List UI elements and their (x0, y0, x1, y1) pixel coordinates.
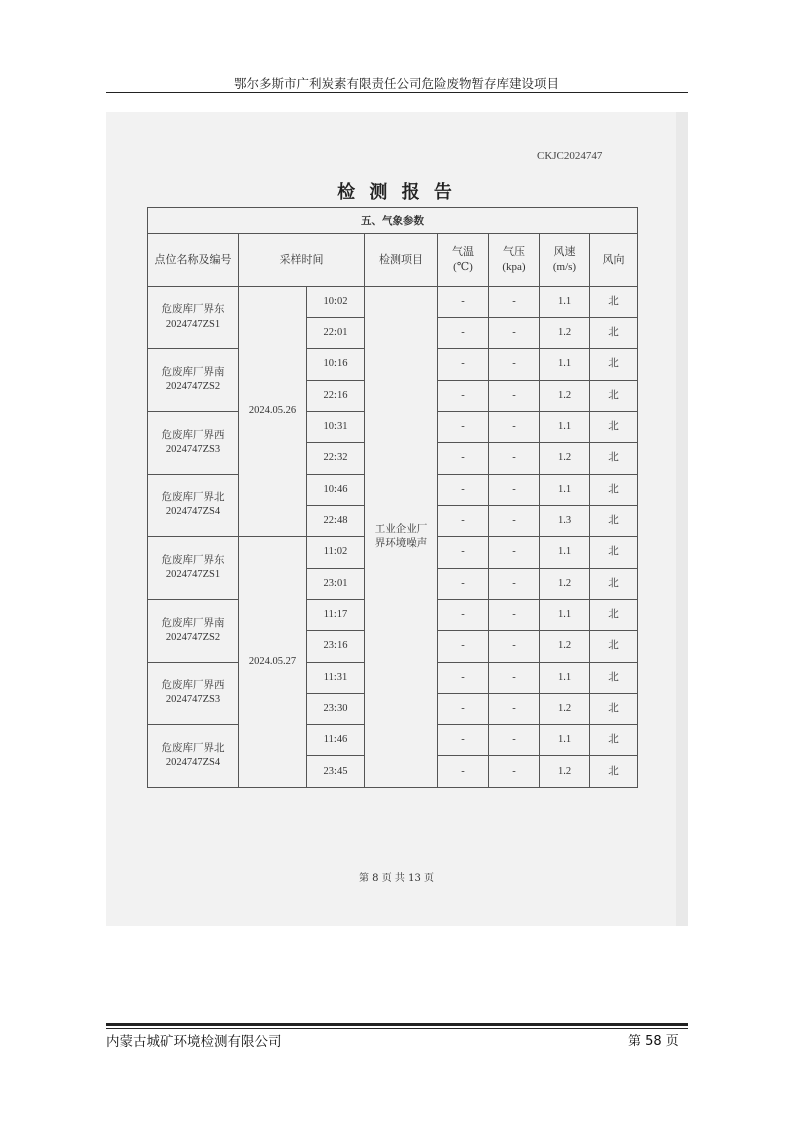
header-pressure (489, 234, 540, 287)
sampling-time: 22:16 (307, 380, 365, 411)
location-cell (148, 599, 239, 662)
wind-speed-value: 1.2 (540, 756, 590, 788)
location-name: 危废库厂界东 (161, 304, 225, 316)
header-wind-speed (540, 234, 590, 287)
sampling-time: 23:30 (307, 693, 365, 724)
wind-speed-value: 1.1 (540, 349, 590, 380)
temperature-value: - (438, 568, 489, 599)
header-temperature (438, 234, 489, 287)
temperature-value: - (438, 318, 489, 349)
footer-page-number: 第 58 页 (628, 1034, 679, 1049)
wind-direction-value: 北 (590, 412, 638, 443)
location-code: 2024747ZS1 (165, 569, 221, 581)
location-name: 危废库厂界北 (161, 492, 225, 504)
wind-direction-value: 北 (590, 286, 638, 317)
location-code: 2024747ZS2 (165, 631, 221, 643)
sampling-time: 11:31 (307, 662, 365, 693)
location-name: 危废库厂界西 (161, 429, 225, 441)
header-temperature-label: 气温 (452, 246, 474, 259)
footer-rule (106, 1023, 688, 1026)
location-code: 2024747ZS4 (165, 506, 221, 518)
wind-direction-value: 北 (590, 537, 638, 568)
sampling-time: 11:02 (307, 537, 365, 568)
pressure-value: - (489, 505, 540, 536)
location-cell (148, 537, 239, 600)
header-test-item: 检测项目 (365, 234, 438, 287)
location-name: 危废库厂界西 (161, 680, 225, 692)
sampling-time: 10:16 (307, 349, 365, 380)
temperature-value: - (438, 756, 489, 788)
sampling-date: 2024.05.27 (239, 537, 307, 788)
sampling-time: 11:17 (307, 599, 365, 630)
sampling-time: 23:16 (307, 631, 365, 662)
sampling-time: 22:01 (307, 318, 365, 349)
location-name: 危废库厂界南 (161, 617, 225, 629)
wind-speed-value: 1.2 (540, 631, 590, 662)
wind-direction-value: 北 (590, 662, 638, 693)
header-wind-direction: 风向 (590, 234, 638, 287)
temperature-value: - (438, 443, 489, 474)
pressure-value: - (489, 568, 540, 599)
location-cell (148, 412, 239, 475)
sampling-time: 23:01 (307, 568, 365, 599)
wind-speed-value: 1.2 (540, 380, 590, 411)
temperature-value: - (438, 286, 489, 317)
sampling-time: 22:48 (307, 505, 365, 536)
temperature-value: - (438, 599, 489, 630)
wind-direction-value: 北 (590, 505, 638, 536)
wind-direction-value: 北 (590, 756, 638, 788)
table-row (148, 286, 638, 317)
page-header-title: 鄂尔多斯市广利炭素有限责任公司危险废物暂存库建设项目 (233, 76, 559, 91)
temperature-value: - (438, 474, 489, 505)
header-wind-speed-label: 风速 (553, 246, 576, 259)
pressure-value: - (489, 756, 540, 788)
wind-direction-value: 北 (590, 599, 638, 630)
location-code: 2024747ZS1 (165, 318, 221, 330)
pressure-value: - (489, 443, 540, 474)
wind-speed-value: 1.2 (540, 318, 590, 349)
location-cell (148, 662, 239, 725)
wind-speed-value: 1.1 (540, 537, 590, 568)
sampling-time: 10:02 (307, 286, 365, 317)
temperature-value: - (438, 537, 489, 568)
sampling-time: 22:32 (307, 443, 365, 474)
report-code: CKJC2024747 (537, 150, 603, 162)
location-cell (148, 474, 239, 537)
wind-speed-value: 1.1 (540, 599, 590, 630)
location-name: 危废库厂界北 (161, 742, 225, 754)
sampling-time: 23:45 (307, 756, 365, 788)
wind-direction-value: 北 (590, 380, 638, 411)
header-rule (106, 92, 688, 93)
header-sampling-time: 采样时间 (239, 234, 365, 287)
wind-direction-value: 北 (590, 568, 638, 599)
report-page-number: 第 8 页 共 13 页 (359, 873, 434, 884)
header-pressure-unit: (kpa) (502, 261, 526, 274)
pressure-value: - (489, 412, 540, 443)
scan-edge-shadow (676, 112, 688, 926)
wind-direction-value: 北 (590, 631, 638, 662)
pressure-value: - (489, 537, 540, 568)
sampling-date: 2024.05.26 (239, 286, 307, 537)
pressure-value: - (489, 693, 540, 724)
location-code: 2024747ZS3 (165, 443, 221, 455)
wind-direction-value: 北 (590, 693, 638, 724)
location-code: 2024747ZS3 (165, 694, 221, 706)
wind-direction-value: 北 (590, 318, 638, 349)
sampling-time: 11:46 (307, 725, 365, 756)
pressure-value: - (489, 349, 540, 380)
pressure-value: - (489, 474, 540, 505)
location-cell (148, 725, 239, 788)
temperature-value: - (438, 412, 489, 443)
wind-direction-value: 北 (590, 349, 638, 380)
wind-direction-value: 北 (590, 443, 638, 474)
header-pressure-label: 气压 (503, 246, 525, 259)
sampling-time: 10:46 (307, 474, 365, 505)
wind-direction-value: 北 (590, 725, 638, 756)
location-cell (148, 349, 239, 412)
section-title: 五、气象参数 (148, 208, 638, 234)
temperature-value: - (438, 662, 489, 693)
report-title: 检 测 报 告 (337, 182, 456, 203)
wind-speed-value: 1.1 (540, 286, 590, 317)
pressure-value: - (489, 286, 540, 317)
location-code: 2024747ZS4 (165, 757, 221, 769)
pressure-value: - (489, 631, 540, 662)
test-item: 工业企业厂界环境噪声 (365, 286, 438, 787)
temperature-value: - (438, 631, 489, 662)
location-name: 危废库厂界东 (161, 554, 225, 566)
temperature-value: - (438, 380, 489, 411)
wind-speed-value: 1.1 (540, 725, 590, 756)
temperature-value: - (438, 505, 489, 536)
temperature-value: - (438, 725, 489, 756)
pressure-value: - (489, 380, 540, 411)
temperature-value: - (438, 349, 489, 380)
pressure-value: - (489, 662, 540, 693)
header-temperature-unit: (℃) (453, 261, 473, 274)
footer-rule-thin (106, 1028, 688, 1029)
wind-speed-value: 1.1 (540, 474, 590, 505)
wind-speed-value: 1.1 (540, 662, 590, 693)
wind-speed-value: 1.3 (540, 505, 590, 536)
pressure-value: - (489, 725, 540, 756)
wind-speed-value: 1.2 (540, 693, 590, 724)
meteorological-parameters-table (147, 207, 638, 788)
sampling-time: 10:31 (307, 412, 365, 443)
location-code: 2024747ZS2 (165, 381, 221, 393)
pressure-value: - (489, 318, 540, 349)
location-cell (148, 286, 239, 349)
wind-speed-value: 1.2 (540, 443, 590, 474)
wind-direction-value: 北 (590, 474, 638, 505)
pressure-value: - (489, 599, 540, 630)
temperature-value: - (438, 693, 489, 724)
location-name: 危废库厂界南 (161, 367, 225, 379)
footer-company-name: 内蒙古城矿环境检测有限公司 (106, 1034, 282, 1050)
wind-speed-value: 1.1 (540, 412, 590, 443)
wind-speed-value: 1.2 (540, 568, 590, 599)
header-wind-speed-unit: (m/s) (552, 261, 577, 274)
header-location: 点位名称及编号 (148, 234, 239, 287)
